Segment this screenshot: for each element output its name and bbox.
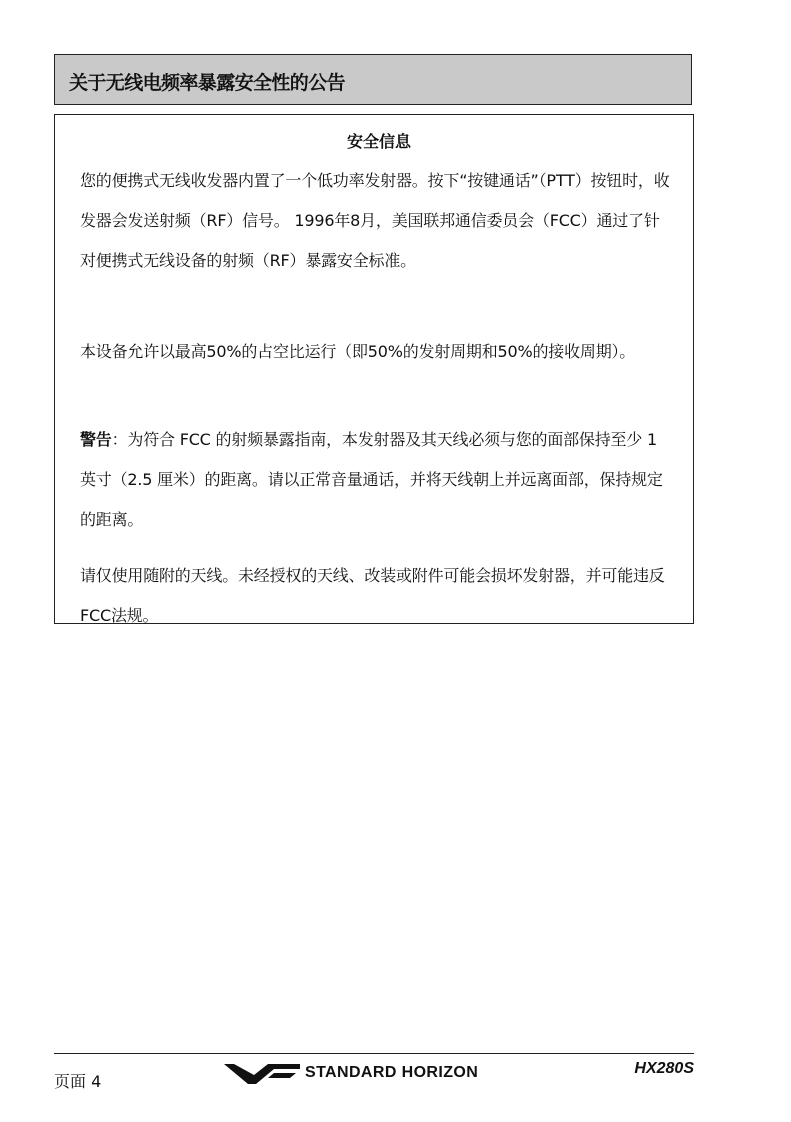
standard-horizon-logo-icon xyxy=(224,1061,300,1087)
brand-name: STANDARD HORIZON xyxy=(305,1064,479,1081)
paragraph-warning xyxy=(80,420,672,540)
safety-heading: 安全信息 xyxy=(346,132,411,151)
paragraph-duty-cycle: 本设备允许以最高50%的占空比运行（即50%的发射周期和50%的接收周期）。 xyxy=(80,342,636,361)
warning-label: 警告 xyxy=(80,430,112,449)
footer-divider xyxy=(54,1053,694,1054)
safety-info-box xyxy=(54,114,694,624)
paragraph-antenna-note: 请仅使用随附的天线。未经授权的天线、改装或附件可能会损坏发射器，并可能违反FCC法规。 xyxy=(80,566,665,625)
section-header xyxy=(54,54,692,105)
section-title: 关于无线电频率暴露安全性的公告 xyxy=(69,72,346,94)
paragraph-transmitter-info: 您的便携式无线收发器内置了一个低功率发射器。按下“按键通话”（PTT）按钮时，收发器会发送射频（RF）信号。 1996年8月，美国联邦通信委员会（FCC）通过了针对便携式无线设备的射频（RF）暴露安全标准。 xyxy=(80,171,670,270)
page-number: 页面 4 xyxy=(54,1072,102,1091)
model-name: HX280S xyxy=(634,1060,694,1077)
warning-text: ：为符合 FCC 的射频暴露指南，本发射器及其天线必须与您的面部保持至少 1 英寸（2.5 厘米）的距离。请以正常音量通话，并将天线朝上并远离面部，保持规定的距离。 xyxy=(80,430,663,529)
